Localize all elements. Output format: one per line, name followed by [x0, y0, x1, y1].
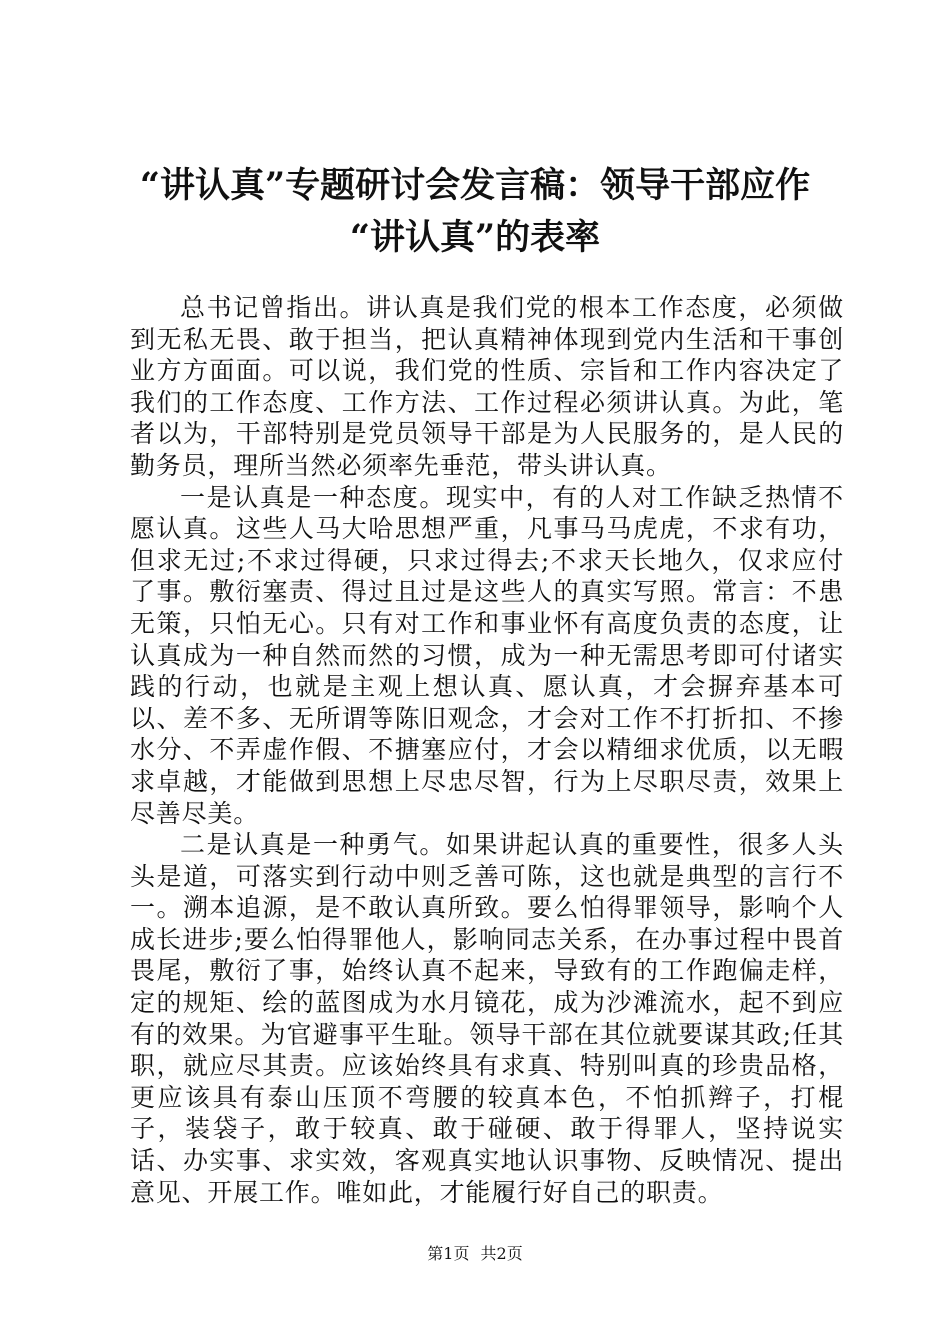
paragraph-intro: 总书记曾指出。讲认真是我们党的根本工作态度，必须做到无私无畏、敢于担当，把认真精神体现到党内生活和干事创业方方面面。可以说，我们党的性质、宗旨和工作内容决定了我们的工作态度、工作方法、工作过程必须讲认真。为此，笔者以为，干部特别是党员领导干部是为人民服务的，是人民的勤务员，理所当然必须率先垂范，带头讲认真。	[130, 293, 844, 480]
page-footer	[0, 1244, 950, 1264]
document-body	[130, 292, 844, 1208]
page-number: 第1页	[427, 1244, 470, 1263]
paragraph-attitude: 一是认真是一种态度。现实中，有的人对工作缺乏热情不愿认真。这些人马大哈思想严重，凡事马马虎虎，不求有功，但求无过;不求过得硬，只求过得去;不求天长地久，仅求应付了事。敷衍塞责、得过且过是这些人的真实写照。常言：不患无策，只怕无心。只有对工作和事业怀有高度负责的态度，让认真成为一种自然而然的习惯，成为一种无需思考即可付诸实践的行动，也就是主观上想认真、愿认真，才会摒弃基本可以、差不多、无所谓等陈旧观念，才会对工作不打折扣、不掺水分、不弄虚作假、不搪塞应付，才会以精细求优质，以无暇求卓越，才能做到思想上尽忠尽智，行为上尽职尽责，效果上尽善尽美。	[130, 482, 844, 828]
title-line-1: “讲认真”专题研讨会发言稿：领导干部应作	[139, 165, 811, 206]
title-line-2: “讲认真”的表率	[349, 217, 601, 258]
page-total: 共2页	[480, 1244, 523, 1263]
paragraph-courage: 二是认真是一种勇气。如果讲起认真的重要性，很多人头头是道，可落实到行动中则乏善可陈，这也就是典型的言行不一。溯本追源，是不敢认真所致。要么怕得罪领导，影响个人成长进步;要么怕得罪他人，影响同志关系，在办事过程中畏首畏尾，敷衍了事，始终认真不起来，导致有的工作跑偏走样，定的规矩、绘的蓝图成为水月镜花，成为沙滩流水，起不到应有的效果。为官避事平生耻。领导干部在其位就要谋其政;任其职，就应尽其责。应该始终具有求真、特别叫真的珍贵品格，更应该具有泰山压顶不弯腰的较真本色，不怕抓辫子，打棍子，装袋子，敢于较真、敢于碰硬、敢于得罪人，坚持说实话、办实事、求实效，客观真实地认识事物、反映情况、提出意见、开展工作。唯如此，才能履行好自己的职责。	[130, 830, 844, 1207]
document-title	[100, 160, 850, 264]
